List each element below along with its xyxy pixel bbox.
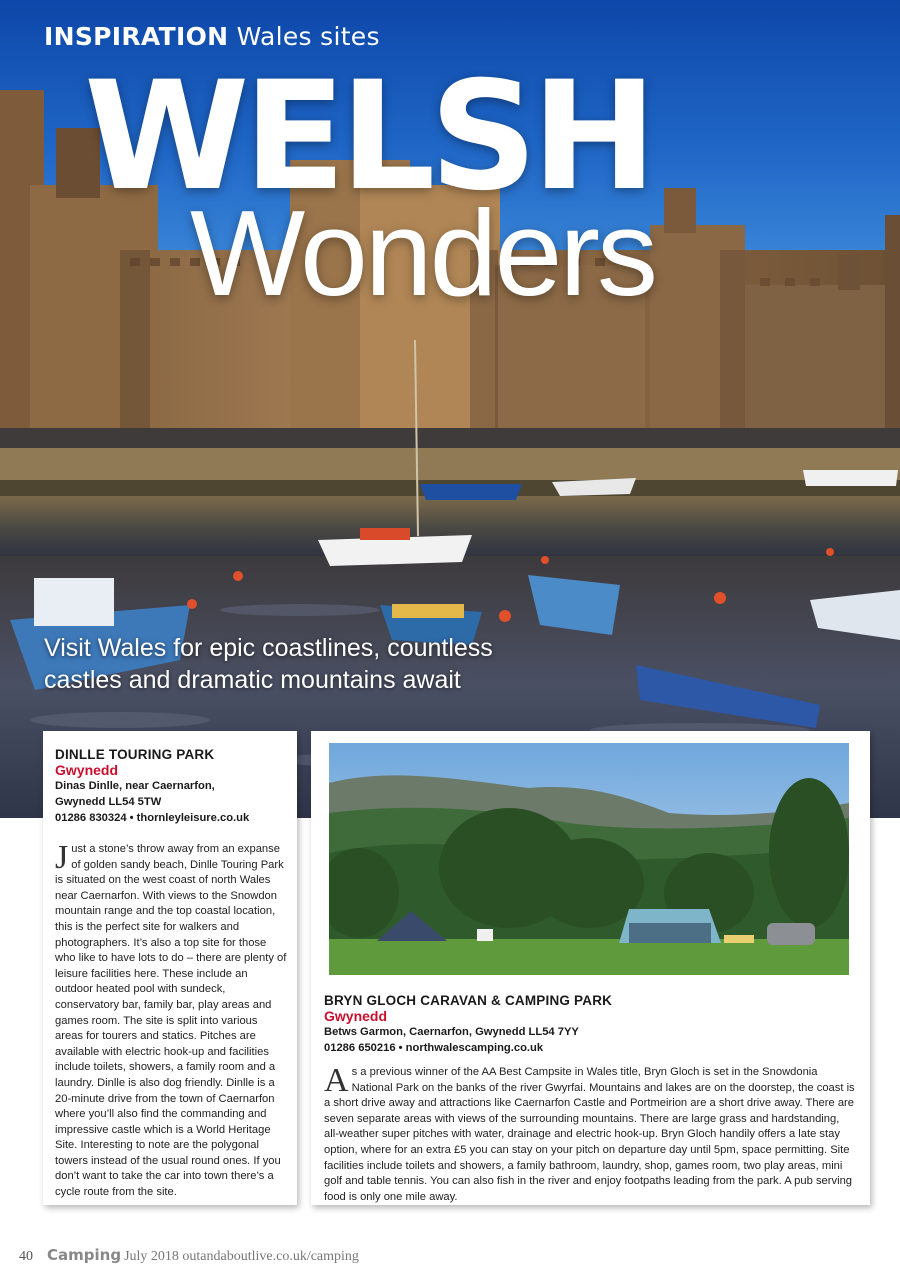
park-card-dinlle (43, 731, 297, 1205)
park-description (55, 839, 287, 1201)
quay-road (0, 428, 900, 448)
park-address-line-1: Dinas Dinlle, near Caernarfon, (55, 780, 215, 792)
campsite-illustration (329, 743, 849, 975)
campsite-photo (329, 743, 849, 975)
page-footer (19, 1246, 359, 1265)
drop-cap: J (55, 839, 69, 876)
section-kicker: INSPIRATION Wales sites (44, 22, 380, 51)
park-region: Gwynedd (55, 762, 119, 778)
park-description (324, 1062, 856, 1205)
park-description-text: s a previous winner of the AA Best Campsite in Wales title, Bryn Gloch is set in the Snowdonia National Park on the banks of the river Gwyrfai. Mountains and lakes are on the doorstep, the coast is a short drive away and attractions like Caernarfon Castle and Portmeirion are a short drive away. There are seven separate areas with views of the surrounding mountains. There are large grass and hardstanding, all-weather super pitches with water, drainage and electric hook-up. Bryn Gloch handily offers a late stay option, where for an extra £5 you can stay on your pitch on departure day until 5pm, space permitting. Site facilities include toilets and showers, a family bathroom, laundry, shop, games room, two play areas, mini golf and table tennis. You can also fish in the river and enjoy footpaths leading from the park. A pub serving food is only one mile away. (324, 1066, 855, 1203)
headline-line-1: WELSH (84, 50, 652, 224)
issue-and-url: July 2018 outandaboutlive.co.uk/camping (124, 1249, 359, 1264)
park-card-bryn-gloch (311, 731, 870, 1205)
park-name: BRYN GLOCH CARAVAN & CAMPING PARK (324, 993, 613, 1008)
standfirst: Visit Wales for epic coastlines, countless castles and dramatic mountains await (44, 634, 493, 694)
park-address-line-2: Gwynedd LL54 5TW (55, 796, 162, 808)
drop-cap: A (324, 1062, 349, 1099)
headline-line-2: Wonders (190, 185, 655, 321)
magazine-name: Camping (47, 1246, 122, 1264)
park-header (55, 747, 289, 826)
park-contact: 01286 650216 • northwalescamping.co.uk (324, 1042, 544, 1054)
car (767, 923, 815, 945)
park-region: Gwynedd (324, 1008, 388, 1024)
park-contact: 01286 830324 • thornleyleisure.co.uk (55, 812, 250, 824)
park-address-line-1: Betws Garmon, Caernarfon, Gwynedd LL54 7YY (324, 1026, 579, 1038)
park-description-text: ust a stone’s throw away from an expanse of golden sandy beach, Dinlle Touring Park is situated on the west coast of north Wales near Caernarfon. With views to the Snowdon mountain range and the top coastal location, this is the perfect site for walkers and photographers. It’s also a top site for those who like to have lots to do – there are plenty of leisure facilities here. These include an outdoor heated pool with sundeck, conservatory bar, family bar, play areas and games room. The site is split into various areas for tourers and statics. Pitches are available with electric hook-up and facilities include toilets, showers, a family room and a laundry. Dinlle is also dog friendly. Dinlle is a 20-minute drive from the town of Caernarfon where you’ll also find the commanding and impressive castle which is a World Heritage Site. Interesting to note are the polygonal towers instead of the usual round ones. If you don’t want to take the car into town there’s a cycle route from the site. (55, 843, 287, 1199)
park-name: DINLLE TOURING PARK (55, 747, 215, 762)
park-header (324, 993, 854, 1056)
page-number: 40 (19, 1249, 33, 1264)
